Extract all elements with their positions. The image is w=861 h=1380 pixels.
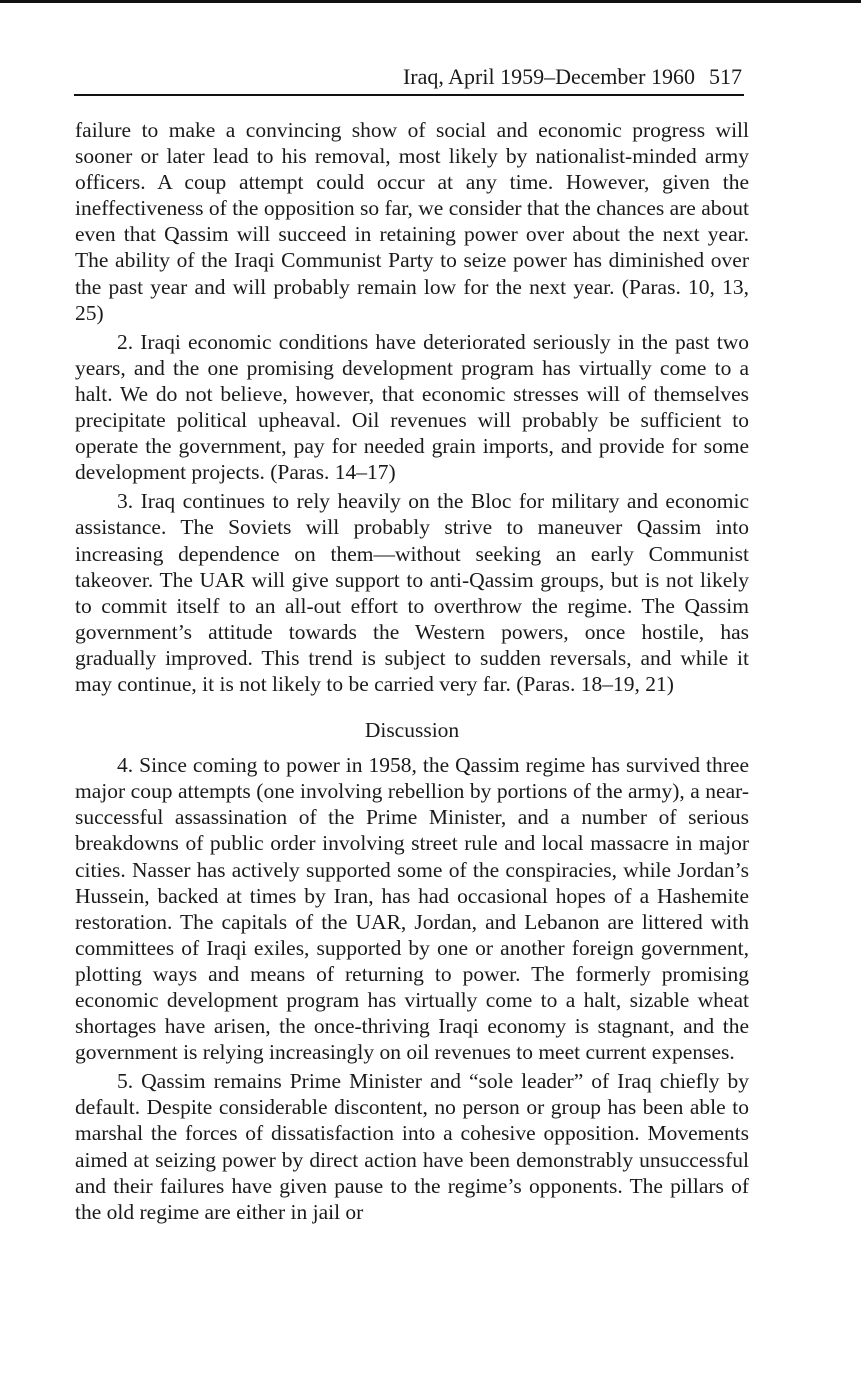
section-heading-discussion: Discussion xyxy=(364,718,460,743)
paragraph-5: 5. Qassim remains Prime Minister and “sole leader” of Iraq chiefly by default. Despite considerable discontent, no person or group has been able to marshal the forces of dissatisfaction into a cohesive opposition. Movements aimed at seizing power by direct action have been demonstrably unsuccessful and their failures have given pause to the regime’s opponents. The pillars of the old regime are either in jail or xyxy=(75,1069,749,1224)
page-number: 517 xyxy=(709,64,742,89)
paragraph-2: 2. Iraqi economic conditions have deteriorated seriously in the past two years, and the one promising development program has virtually come to a halt. We do not believe, however, that economic stresses will of themselves precipitate political upheaval. Oil revenues will probably be sufficient to operate the government, pay for needed grain imports, and provide for some development projects. (Paras. 14–17) xyxy=(75,329,749,485)
paragraph-4: 4. Since coming to power in 1958, the Qassim regime has survived three major coup attempts (one involving rebellion by portions of the army), a near-successful assassination of the Prime Minister, and a number of serious breakdowns of public order involving street rule and local massacre in major cities. Nasser has actively supported some of the conspiracies, while Jordan’s Hussein, backed at times by Iran, has had occasional hopes of a Hashemite restoration. The capitals of the UAR, Jordan, and Lebanon are littered with committees of Iraqi exiles, supported by one or another foreign government, plotting ways and means of returning to power. The formerly promising economic development program has virtually come to a halt, sizable wheat shortages have arisen, the once-thriving Iraqi economy is stagnant, and the government is relying increasingly on oil revenues to meet current expenses. xyxy=(75,753,749,1065)
page-header xyxy=(74,62,744,96)
running-head xyxy=(403,64,742,90)
paragraph-continued: failure to make a convincing show of social and economic progress will sooner or later lead to his removal, most likely by nationalist-minded army officers. A coup attempt could occur at any time. However, given the ineffectiveness of the opposition so far, we consider that the chances are about even that Qassim will succeed in retaining power over about the next year. The ability of the Iraqi Communist Party to seize power has diminished over the past year and will probably remain low for the next year. (Paras. 10, 13, 25) xyxy=(75,118,749,325)
document-body xyxy=(75,117,749,1225)
paragraph-3: 3. Iraq continues to rely heavily on the Bloc for military and economic assistance. The Soviets will probably strive to maneuver Qassim into increasing dependence on them—without seeking an early Communist takeover. The UAR will give support to anti-Qassim groups, but is not likely to commit itself to an all-out effort to overthrow the regime. The Qassim government’s attitude towards the Western powers, once hostile, has gradually improved. This trend is subject to sudden reversals, and while it may continue, it is not likely to be carried very far. (Paras. 18–19, 21) xyxy=(75,489,749,696)
running-head-title: Iraq, April 1959–December 1960 xyxy=(402,64,695,89)
page-top-edge xyxy=(0,0,861,3)
